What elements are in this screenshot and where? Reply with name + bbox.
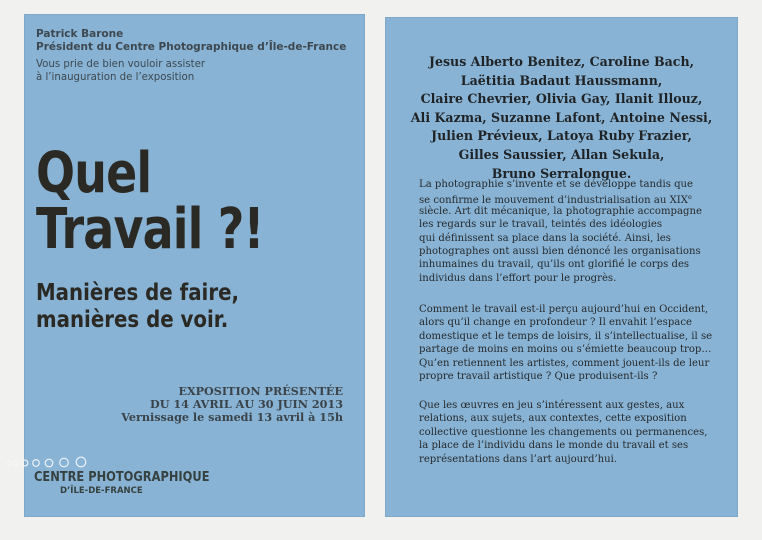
paragraph-line: les regards sur le travail, teintés des idéologies <box>419 219 663 231</box>
invite-line: Vous prie de bien vouloir assister <box>36 59 206 70</box>
paragraph-line: domestique et le temps de loisirs, il s’intellectualise, il se <box>419 330 713 342</box>
opening-info: Vernissage le samedi 13 avril à 15h <box>121 410 343 424</box>
paragraph-line <box>419 191 719 207</box>
exhibition-subtitle-line-1: Manières de faire, <box>36 280 240 306</box>
artist-line: Julien Prévieux, Latoya Ruby Frazier, <box>431 128 692 144</box>
paragraph-line: relations, aux sujets, aux contextes, cette exposition <box>419 413 687 425</box>
paragraph-line: Qu’en retiennent les artistes, comment jouent-ils de leur <box>419 357 710 369</box>
invitation-card <box>24 14 365 517</box>
logo-subtitle: D’ÎLE-DE-FRANCE <box>60 486 143 496</box>
paragraph-line: alors qu’il change en profondeur ? Il envahit l’espace <box>419 317 692 329</box>
details-card <box>385 17 738 517</box>
exhibition-dates: DU 14 AVRIL AU 30 JUIN 2013 <box>150 397 343 411</box>
host-title: Président du Centre Photographique d’Île-de-France <box>36 41 347 53</box>
paragraph-line: individus dans l’effort pour le progrès. <box>419 272 617 284</box>
paragraph-line-text: se confirme le mouvement d’industrialisation au XIX <box>419 195 688 207</box>
artist-line: Gilles Saussier, Allan Sekula, <box>458 146 665 162</box>
paragraph-line: inhumaines du travail, qu’ils ont glorifié le corps des <box>419 259 690 271</box>
exhibition-label: EXPOSITION PRÉSENTÉE <box>178 384 343 398</box>
logo-name: CENTRE PHOTOGRAPHIQUE <box>34 470 210 485</box>
invite-line: à l’inauguration de l’exposition <box>36 72 195 83</box>
paragraph-history <box>419 178 719 285</box>
exhibition-title-line-1: Quel <box>36 141 152 206</box>
logo-circles-icon <box>6 455 106 469</box>
artist-line: Ali Kazma, Suzanne Lafont, Antoine Nessi, <box>410 109 713 125</box>
exhibition-subtitle-line-2: manières de voir. <box>36 307 229 333</box>
paragraph-line: représentations dans l’art aujourd’hui. <box>419 453 618 465</box>
exhibition-title-line-2: Travail ?! <box>36 197 264 262</box>
paragraph-works <box>419 399 719 466</box>
artist-line: Bruno Serralongue. <box>491 165 632 181</box>
paragraph-questions <box>419 303 719 383</box>
paragraph-line: Que les œuvres en jeu s’intéressent aux gestes, aux <box>419 400 685 411</box>
paragraph-line: partage de moins en moins ou s’émiette beaucoup trop… <box>419 344 712 356</box>
paragraph-line: qui définissent sa place dans la société. Ainsi, les <box>419 232 671 244</box>
paragraph-line: collective questionne les changements ou permanences, <box>419 426 708 438</box>
paragraph-line: photographes ont aussi bien dénoncé les organisations <box>419 245 701 257</box>
paragraph-line: Comment le travail est-il perçu aujourd’hui en Occident, <box>419 304 709 315</box>
artist-line: Laëtitia Badaut Haussmann, <box>460 72 663 88</box>
paragraph-line: la place de l’individu dans le monde du travail et ses <box>419 440 689 452</box>
host-name: Patrick Barone <box>36 28 124 40</box>
artist-line: Jesus Alberto Benitez, Caroline Bach, <box>428 54 694 69</box>
paragraph-line: propre travail artistique ? Que produisent-ils ? <box>419 370 658 382</box>
paragraph-line: siècle. Art dit mécanique, la photographie accompagne <box>419 205 702 217</box>
artists-list <box>385 53 738 183</box>
artist-line: Claire Chevrier, Olivia Gay, Ilanit Illouz, <box>420 91 703 107</box>
superscript: e <box>687 193 692 202</box>
paragraph-line: La photographie s’invente et se développe tandis que <box>419 179 694 190</box>
